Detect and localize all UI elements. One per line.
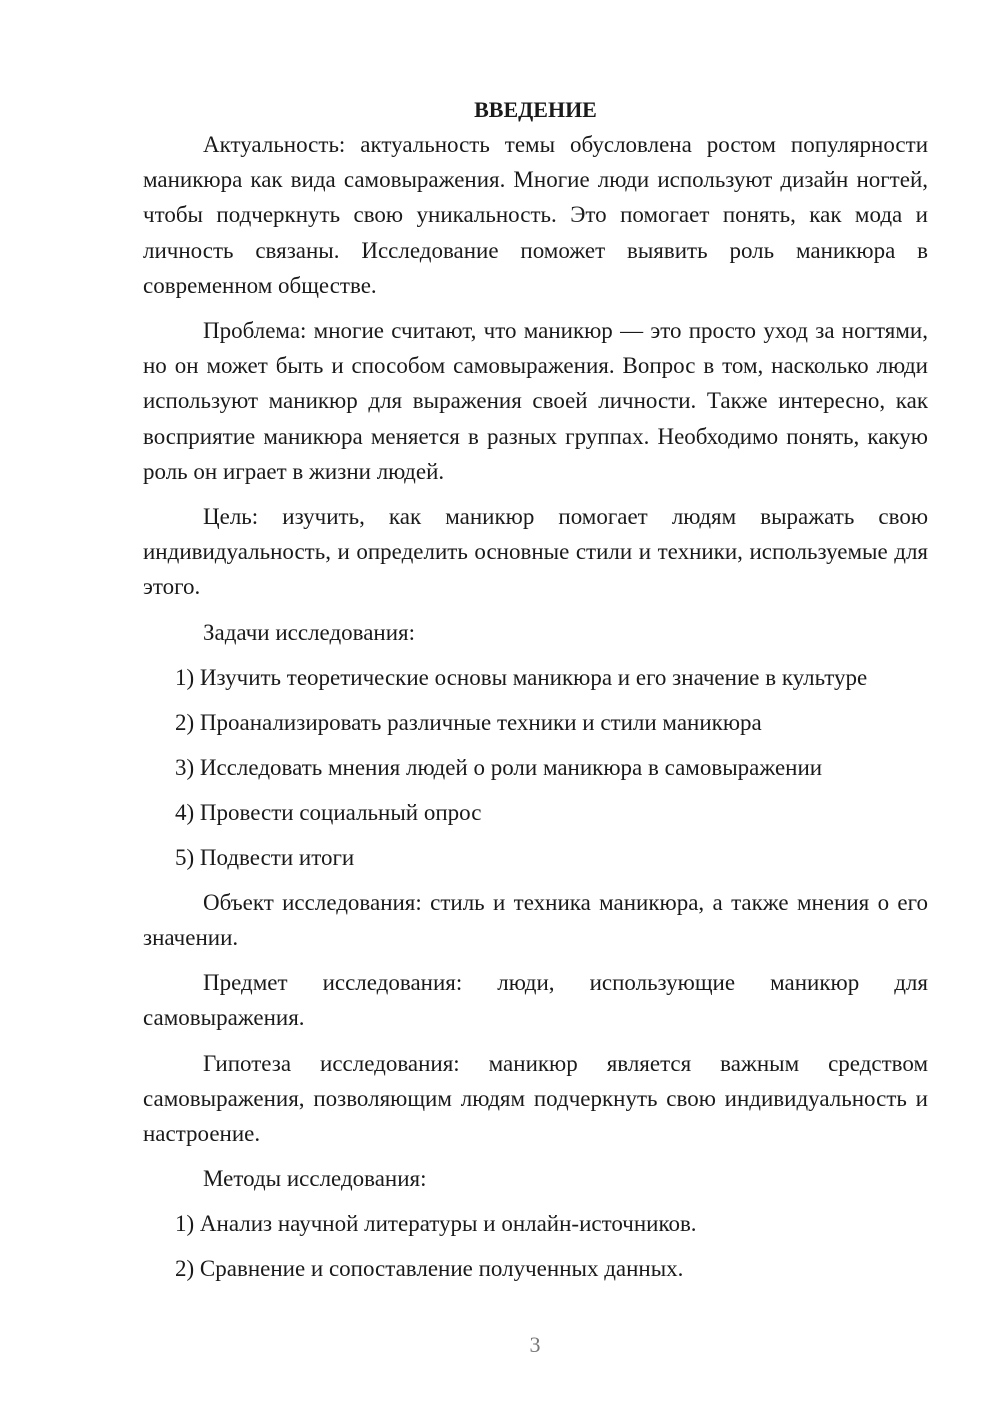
list-item: 2) Сравнение и сопоставление полученных данных. [175, 1256, 684, 1282]
subject-paragraph: Предмет исследования: люди, использующие маникюр для самовыражения. [143, 970, 928, 1031]
list-item: 2) Проанализировать различные техники и стили маникюра [175, 709, 762, 735]
document-body [143, 92, 928, 1296]
object-paragraph: Объект исследования: стиль и техника маникюра, а также мнения о его значении. [143, 889, 928, 951]
tasks-heading: Задачи исследования: [203, 619, 416, 645]
page-number: 3 [529, 1332, 541, 1357]
hypothesis-paragraph: Гипотеза исследования: маникюр является важным средством самовыражения, позволяющим людям подчеркнуть свою индивидуальность и настроение. [143, 1050, 928, 1147]
tasks-list [143, 660, 928, 875]
list-item: 3) Исследовать мнения людей о роли маникюра в самовыражении [175, 754, 823, 780]
methods-heading: Методы исследования: [203, 1166, 427, 1192]
section-title: ВВЕДЕНИЕ [474, 97, 597, 122]
list-item: 4) Провести социальный опрос [175, 799, 482, 825]
goal-paragraph: Цель: изучить, как маникюр помогает людям выражать свою индивидуальность, и определить основные стили и техники, используемые для этого. [143, 504, 928, 600]
problem-paragraph: Проблема: многие считают, что маникюр — это просто уход за ногтями, но он может быть и способом самовыражения. Вопрос в том, насколько люди используют маникюр для выражения своей личности. Также интересно, как восприятие маникюра меняется в разных группах. Необходимо понять, какую роль он играет в жизни людей. [143, 318, 928, 484]
list-item: 1) Анализ научной литературы и онлайн-источников. [175, 1211, 697, 1237]
relevance-paragraph: Актуальность: актуальность темы обусловлена ростом популярности маникюра как вида самовыражения. Многие люди используют дизайн ногтей, чтобы подчеркнуть свою уникальность. Это помогает понять, как мода и личность связаны. Исследование поможет выявить роль маникюра в современном обществе. [143, 132, 928, 298]
methods-list [143, 1206, 928, 1286]
list-item: 5) Подвести итоги [175, 844, 355, 870]
list-item: 1) Изучить теоретические основы маникюра и его значение в культуре [175, 664, 868, 690]
